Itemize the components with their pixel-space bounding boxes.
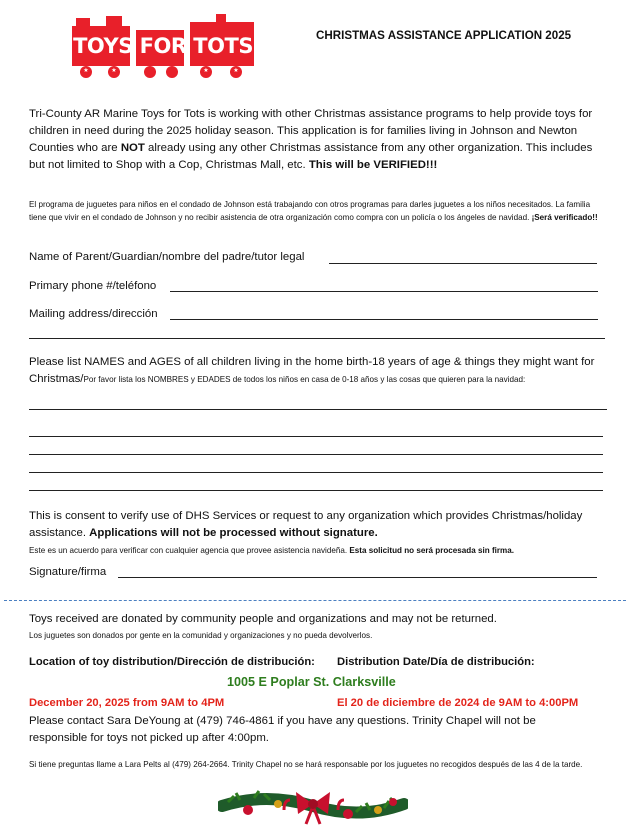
address-field-line-2[interactable] (29, 338, 605, 339)
contact-es: Si tiene preguntas llame a Lara Pelts al (479) 264-2664. Trinity Chapel no se hará responsable por los juguetes no recogidos después de las 4 de la tarde. (29, 760, 583, 769)
children-prompt-en: Please list NAMES and AGES of all children living in the home birth-18 years of age & things they might want for Christmas/ (29, 356, 595, 385)
svg-text:★: ★ (203, 68, 209, 74)
children-prompt-es: Por favor lista los NOMBRES y EDADES de todos los niños en casa de 0-18 años y las cosas que quieren para la navidad: (83, 375, 526, 384)
svg-text:★: ★ (233, 68, 239, 74)
signature-field[interactable] (118, 577, 597, 578)
children-field-line-2[interactable] (29, 436, 603, 437)
donation-note-en: Toys received are donated by community people and organizations and may not be returned. (29, 613, 497, 625)
parent-name-field[interactable] (329, 263, 597, 264)
children-field-line-3[interactable] (29, 454, 603, 455)
intro-es-text: El programa de juguetes para niños en el condado de Johnson está trabajando con otros programas para darles juguetes a los niños necesitados. La familia tiene que vivir en el condado de Johnson y no recibir asistencia de otra organización como compra con un policía o los ángeles de navidad. (29, 200, 591, 222)
signature-label: Signature/firma (29, 566, 107, 578)
phone-field[interactable] (170, 291, 598, 292)
donation-note-es: Los juguetes son donados por gente en la comunidad y organizaciones y no pueda devolverlos. (29, 631, 373, 640)
toys-for-tots-logo (66, 12, 266, 82)
children-field-line-5[interactable] (29, 490, 603, 491)
dashed-divider (4, 600, 626, 601)
svg-text:★: ★ (111, 68, 117, 74)
parent-name-label: Name of Parent/Guardian/nombre del padre/tutor legal (29, 251, 305, 263)
christmas-garland-icon (218, 780, 408, 830)
phone-label: Primary phone #/teléfono (29, 280, 157, 292)
location-label: Location of toy distribution/Dirección de distribución: (29, 656, 315, 668)
date-label: Distribution Date/Día de distribución: (337, 656, 535, 668)
svg-text:★: ★ (83, 68, 89, 74)
distribution-address: 1005 E Poplar St. Clarksville (227, 675, 396, 689)
intro-es-verified: ¡Será verificado!! (531, 213, 598, 222)
distribution-date-en: December 20, 2025 from 9AM to 4PM (29, 697, 225, 709)
consent-es-body: Este es un acuerdo para verificar con cualquier agencia que provee asistencia navideña. (29, 546, 350, 555)
contact-en: Please contact Sara DeYoung at (479) 746-4861 if you have any questions. Trinity Chapel will not be responsible for toys not picked up after 4:00pm. (29, 715, 536, 744)
consent-bold: Applications will not be processed without signature. (89, 527, 378, 539)
intro-text-2: already using any other Christmas assistance from any other organization. This includes but not limited to Shop with a Cop, Christmas Mall, etc. (29, 142, 593, 171)
intro-english (29, 106, 607, 174)
children-field-line-1[interactable] (29, 409, 607, 410)
logo-text: TOYS FOR TOTS (73, 34, 253, 58)
distribution-date-es: El 20 de diciembre de 2024 de 9AM to 4:00PM (337, 697, 579, 709)
intro-verified: This will be VERIFIED!!! (308, 159, 438, 171)
intro-text-1: Tri-County AR Marine Toys for Tots is working with other Christmas assistance programs to help provide toys for children in need during the 2025 holiday season. This application is for families living in Johnson and Newton Counties who are (29, 108, 593, 154)
children-field-line-4[interactable] (29, 472, 603, 473)
consent-text (29, 508, 609, 542)
intro-spanish (29, 198, 609, 224)
address-field[interactable] (170, 319, 598, 320)
page-title: CHRISTMAS ASSISTANCE APPLICATION 2025 (316, 29, 572, 42)
consent-body: This is consent to verify use of DHS Services or request to any organization which provides Christmas/holiday assistance. (29, 510, 583, 539)
consent-spanish (29, 544, 619, 557)
address-label: Mailing address/dirección (29, 308, 158, 320)
intro-not: NOT (120, 142, 145, 154)
consent-es-bold: Esta solicitud no será procesada sin firma. (349, 546, 514, 555)
children-prompt (29, 354, 609, 388)
